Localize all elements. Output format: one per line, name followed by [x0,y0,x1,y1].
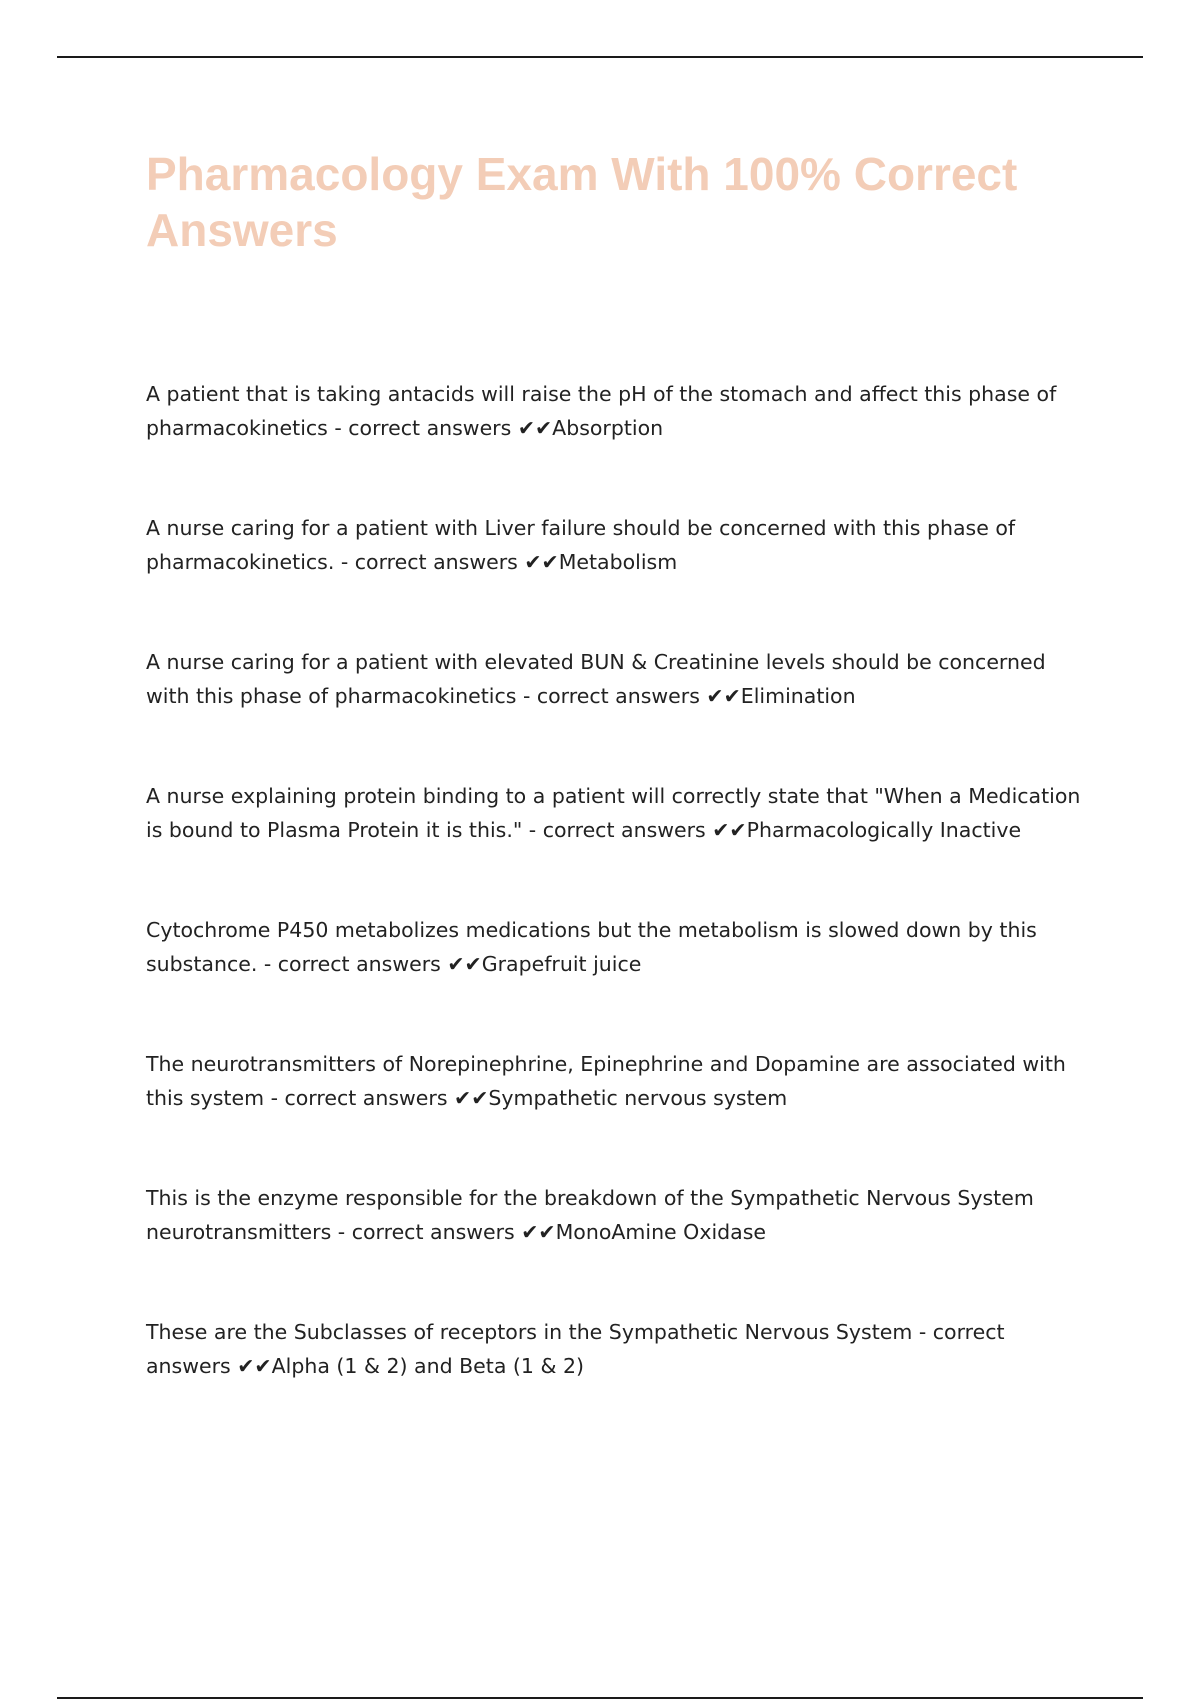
answer-text: Pharmacologically Inactive [746,817,1022,842]
qa-item [146,913,1086,981]
qa-item [146,1047,1086,1115]
answer-text: Elimination [740,683,856,708]
answer-prefix: - correct answers [257,951,448,976]
checkmark-icon: ✔✔ [524,549,559,574]
answer-prefix: - correct answers [327,415,518,440]
question-text: These are the Subclasses of receptors in the Sympathetic Nervous System [146,1319,913,1344]
qa-item [146,1315,1086,1383]
qa-item [146,1181,1086,1249]
checkmark-icon: ✔✔ [237,1353,272,1378]
checkmark-icon: ✔✔ [706,683,741,708]
answer-text: Absorption [552,415,664,440]
qa-item [146,511,1086,579]
checkmark-icon: ✔✔ [517,415,553,440]
checkmark-icon: ✔✔ [521,1219,556,1244]
checkmark-icon: ✔✔ [712,817,747,842]
qa-list [146,356,1086,1449]
question-text: This is the enzyme responsible for the breakdown of the Sympathetic Nervous System neurotransmitters [146,1185,1034,1244]
answer-text: Sympathetic nervous system [488,1085,788,1110]
answer-text: MonoAmine Oxidase [555,1219,767,1244]
question-text: A patient that is taking antacids will raise the pH of the stomach and affect this phase of pharmacokinetics [146,381,1057,440]
qa-item [146,779,1086,847]
answer-prefix: - correct answers [334,549,525,574]
answer-text: Alpha (1 & 2) and Beta (1 & 2) [271,1353,585,1378]
question-text: Cytochrome P450 metabolizes medications but the metabolism is slowed down by this substance. [146,917,1037,976]
answer-prefix: - correct answers [331,1219,522,1244]
answer-prefix: - correct answers [264,1085,455,1110]
qa-item [146,645,1086,713]
answer-text: Metabolism [558,549,678,574]
answer-text: Grapefruit juice [481,951,642,976]
qa-item [146,377,1086,445]
answer-prefix: - correct answers [522,817,713,842]
answer-prefix: - correct answers [516,683,707,708]
top-rule [57,56,1143,58]
checkmark-icon: ✔✔ [454,1085,489,1110]
page-title: Pharmacology Exam With 100% Correct Answers [146,148,1018,256]
answer-prefix: - correct answers [146,1319,1005,1378]
question-text: A nurse explaining protein binding to a patient will correctly state that "When a Medication is bound to Plasma Protein it is this." [146,783,1081,842]
question-text: A nurse caring for a patient with elevated BUN & Creatinine levels should be concerned with this phase of pharmacokinetics [146,649,1046,708]
bottom-rule [57,1697,1143,1699]
checkmark-icon: ✔✔ [447,951,482,976]
question-text: The neurotransmitters of Norepinephrine, Epinephrine and Dopamine are associated with this system [146,1051,1066,1110]
question-text: A nurse caring for a patient with Liver failure should be concerned with this phase of pharmacokinetics. [146,515,1016,574]
